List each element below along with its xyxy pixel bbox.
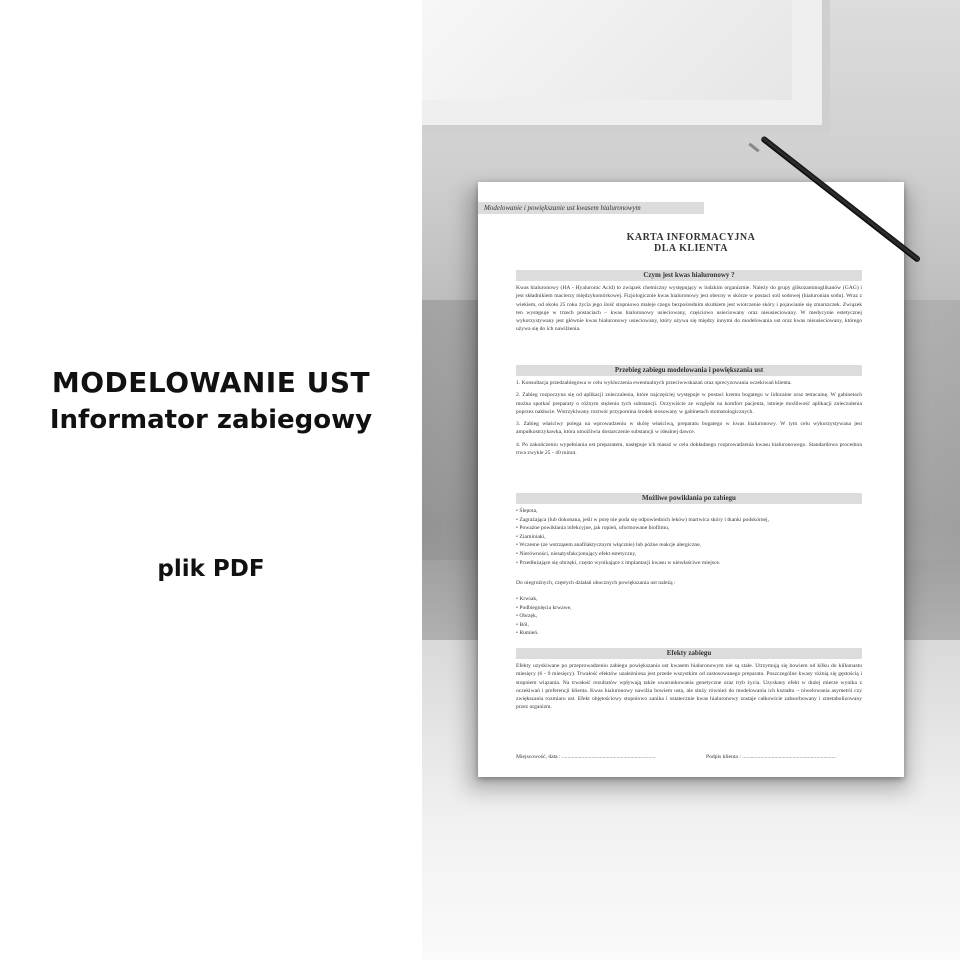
list-item: • Przedłużające się obrzęki, często wynikające z implantacji kwasu w niewłaściwe miejsce. — [516, 559, 862, 568]
list-item: • Poważne powikłania infekcyjne, jak ropień, uformowane biofilmu, — [516, 524, 862, 533]
list-item: • Zagrażająca (lub dokonana, jeśli w porę nie poda się odpowiednich leków) martwica skóry i tkanki podskórnej, — [516, 516, 862, 525]
left-panel — [0, 0, 422, 960]
procedure-step: 4. Po zakończeniu wypełniania ust preparatem, następuje ich masaż w celu dokładnego rozprowadzenia kwasu hialuronowego. Standardowa procedura trwa zwykle 25 - 40 minut. — [516, 441, 862, 457]
product-title: MODELOWANIE UST — [51, 366, 371, 399]
document-header: Modelowanie i powiększanie ust kwasem hialuronowym — [478, 202, 704, 214]
section-heading-effects: Efekty zabiegu — [516, 648, 862, 659]
list-item: • Podbiegnięcia krwawe, — [516, 604, 862, 613]
list-item: • Wczesne (ze wstrząsem anafilaktycznym włącznie) lub późne reakcje alergiczne, — [516, 541, 862, 550]
list-item: • Ślepota, — [516, 507, 862, 516]
list-item: • Nierówności, niesatysfakcjonujący efekt estetyczny, — [516, 550, 862, 559]
document-subtitle: DLA KLIENTA — [654, 243, 728, 254]
section-text-what-is-ha: Kwas hialuronowy (HA - Hyaluronic Acid) to związek chemiczny występujący w ludzkim organizmie. Należy do grupy glikozaminoglikanów (GAG) i jest składnikiem macierzy międzykomórkowej. Fizjologicznie kwas hialuronowy jest obecny w skórze w postaci soli sodowej (hialuronian sodu). Wraz z wiekiem, od około 25 roku życia jego ilość stopniowo maleje czego bezpośrednim skutkiem jest wiotczenie skóry i pojawianie się zmarszczek. Związek ten występuje w trzech postaciach – kwas hialuronowy usieciowany, częściowo usieciowany oraz nieusieciowany. W medycynie estetycznej wykorzystywany jest głównie kwas hialuronowy usieciowany, który używa się między innymi do modelowania ust oraz kwas nieusieciowany, którego używa się do ich nawilżenia. — [516, 285, 862, 333]
product-subtitle: Informator zabiegowy — [49, 405, 373, 435]
client-signature-field: Podpis klienta : ................................................................... — [706, 754, 836, 760]
section-heading-procedure: Przebieg zabiegu modelowania i powiększania ust — [516, 365, 862, 376]
procedure-list — [516, 379, 862, 457]
section-text-effects: Efekty uzyskiwane po przeprowadzeniu zabiegu powiększania ust kwasem hialuronowym nie są stałe. Utrzymują się bowiem od kilku do kilkunastu miesięcy (6 - 9 miesięcy). Trwałość efektów uzależniona jest przede wszystkim od zastosowanego preparatu. Poszczególne kwasy różnią się gęstością i stopniem wiązania. Na trwałość rezultatów wpływają także uwarunkowania genetyczne oraz tryb życia. Uzyskany efekt w dużej mierze wynika z oczekiwań i preferencji klienta. Kwas hialuronowy nawilża bowiem usta, ale służy również do modelowania ich kształtu – niwelowania asymetrii czy zwiększania rozmiaru ust. Efekt objętościowy stopniowo zanika i ostatecznie kwas hialuronowy zostaje całkowicie zabsorbowany i zmetabolizowany przez organizm. — [516, 663, 862, 711]
list-item: • Rumień. — [516, 629, 862, 638]
section-heading-complications: Możliwe powikłania po zabiegu — [516, 493, 862, 504]
list-item: • Ziarniniaki, — [516, 533, 862, 542]
procedure-step: 1. Konsultacja przedzabiegowa w celu wykluczenia ewentualnych przeciwwskazań oraz sprecyzowania oczekiwań klienta. — [516, 380, 792, 386]
wall-frame — [422, 0, 830, 133]
procedure-step: 3. Zabieg właściwy polega na wprowadzeniu w skórę właściwą, preparatu bogatego w kwas hialuronowy. W tym celu wykorzystywana jest ampułkostrzykawka, która umożliwia dostarczenie substancji w idealnej dawce. — [516, 421, 862, 436]
list-item: • Obrzęk, — [516, 612, 862, 621]
document-page — [478, 182, 904, 777]
complications-list — [516, 507, 862, 567]
place-date-field: Miejscowość, data : ................................................................... — [516, 754, 656, 760]
minor-effects-intro: Do niegroźnych, częstych działań ubocznych powiększania ust należą : — [516, 580, 676, 586]
file-format-label: plik PDF — [157, 556, 265, 582]
list-item: • Ból, — [516, 621, 862, 630]
list-item: • Krwiak, — [516, 595, 862, 604]
document-title: KARTA INFORMACYJNA — [626, 232, 756, 243]
minor-effects-list — [516, 595, 862, 638]
procedure-step: 2. Zabieg rozpoczyna się od aplikacji znieczulenia, które najczęściej występuje w postaci kremu bogatego w lidocaine oraz tetracainę. W gabinetach można spotkać preparaty o różnym stężeniu tych substancji. Oczywiście ze względu na komfort pacjenta, istnieje możliwość aplikacji znieczulenia poprzez nakłucie. Wstrzykiwany roztwór przypomina środek stosowany w gabinetach stomatologicznych. — [516, 392, 862, 415]
section-heading-what-is-ha: Czym jest kwas hialuronowy ? — [516, 270, 862, 281]
